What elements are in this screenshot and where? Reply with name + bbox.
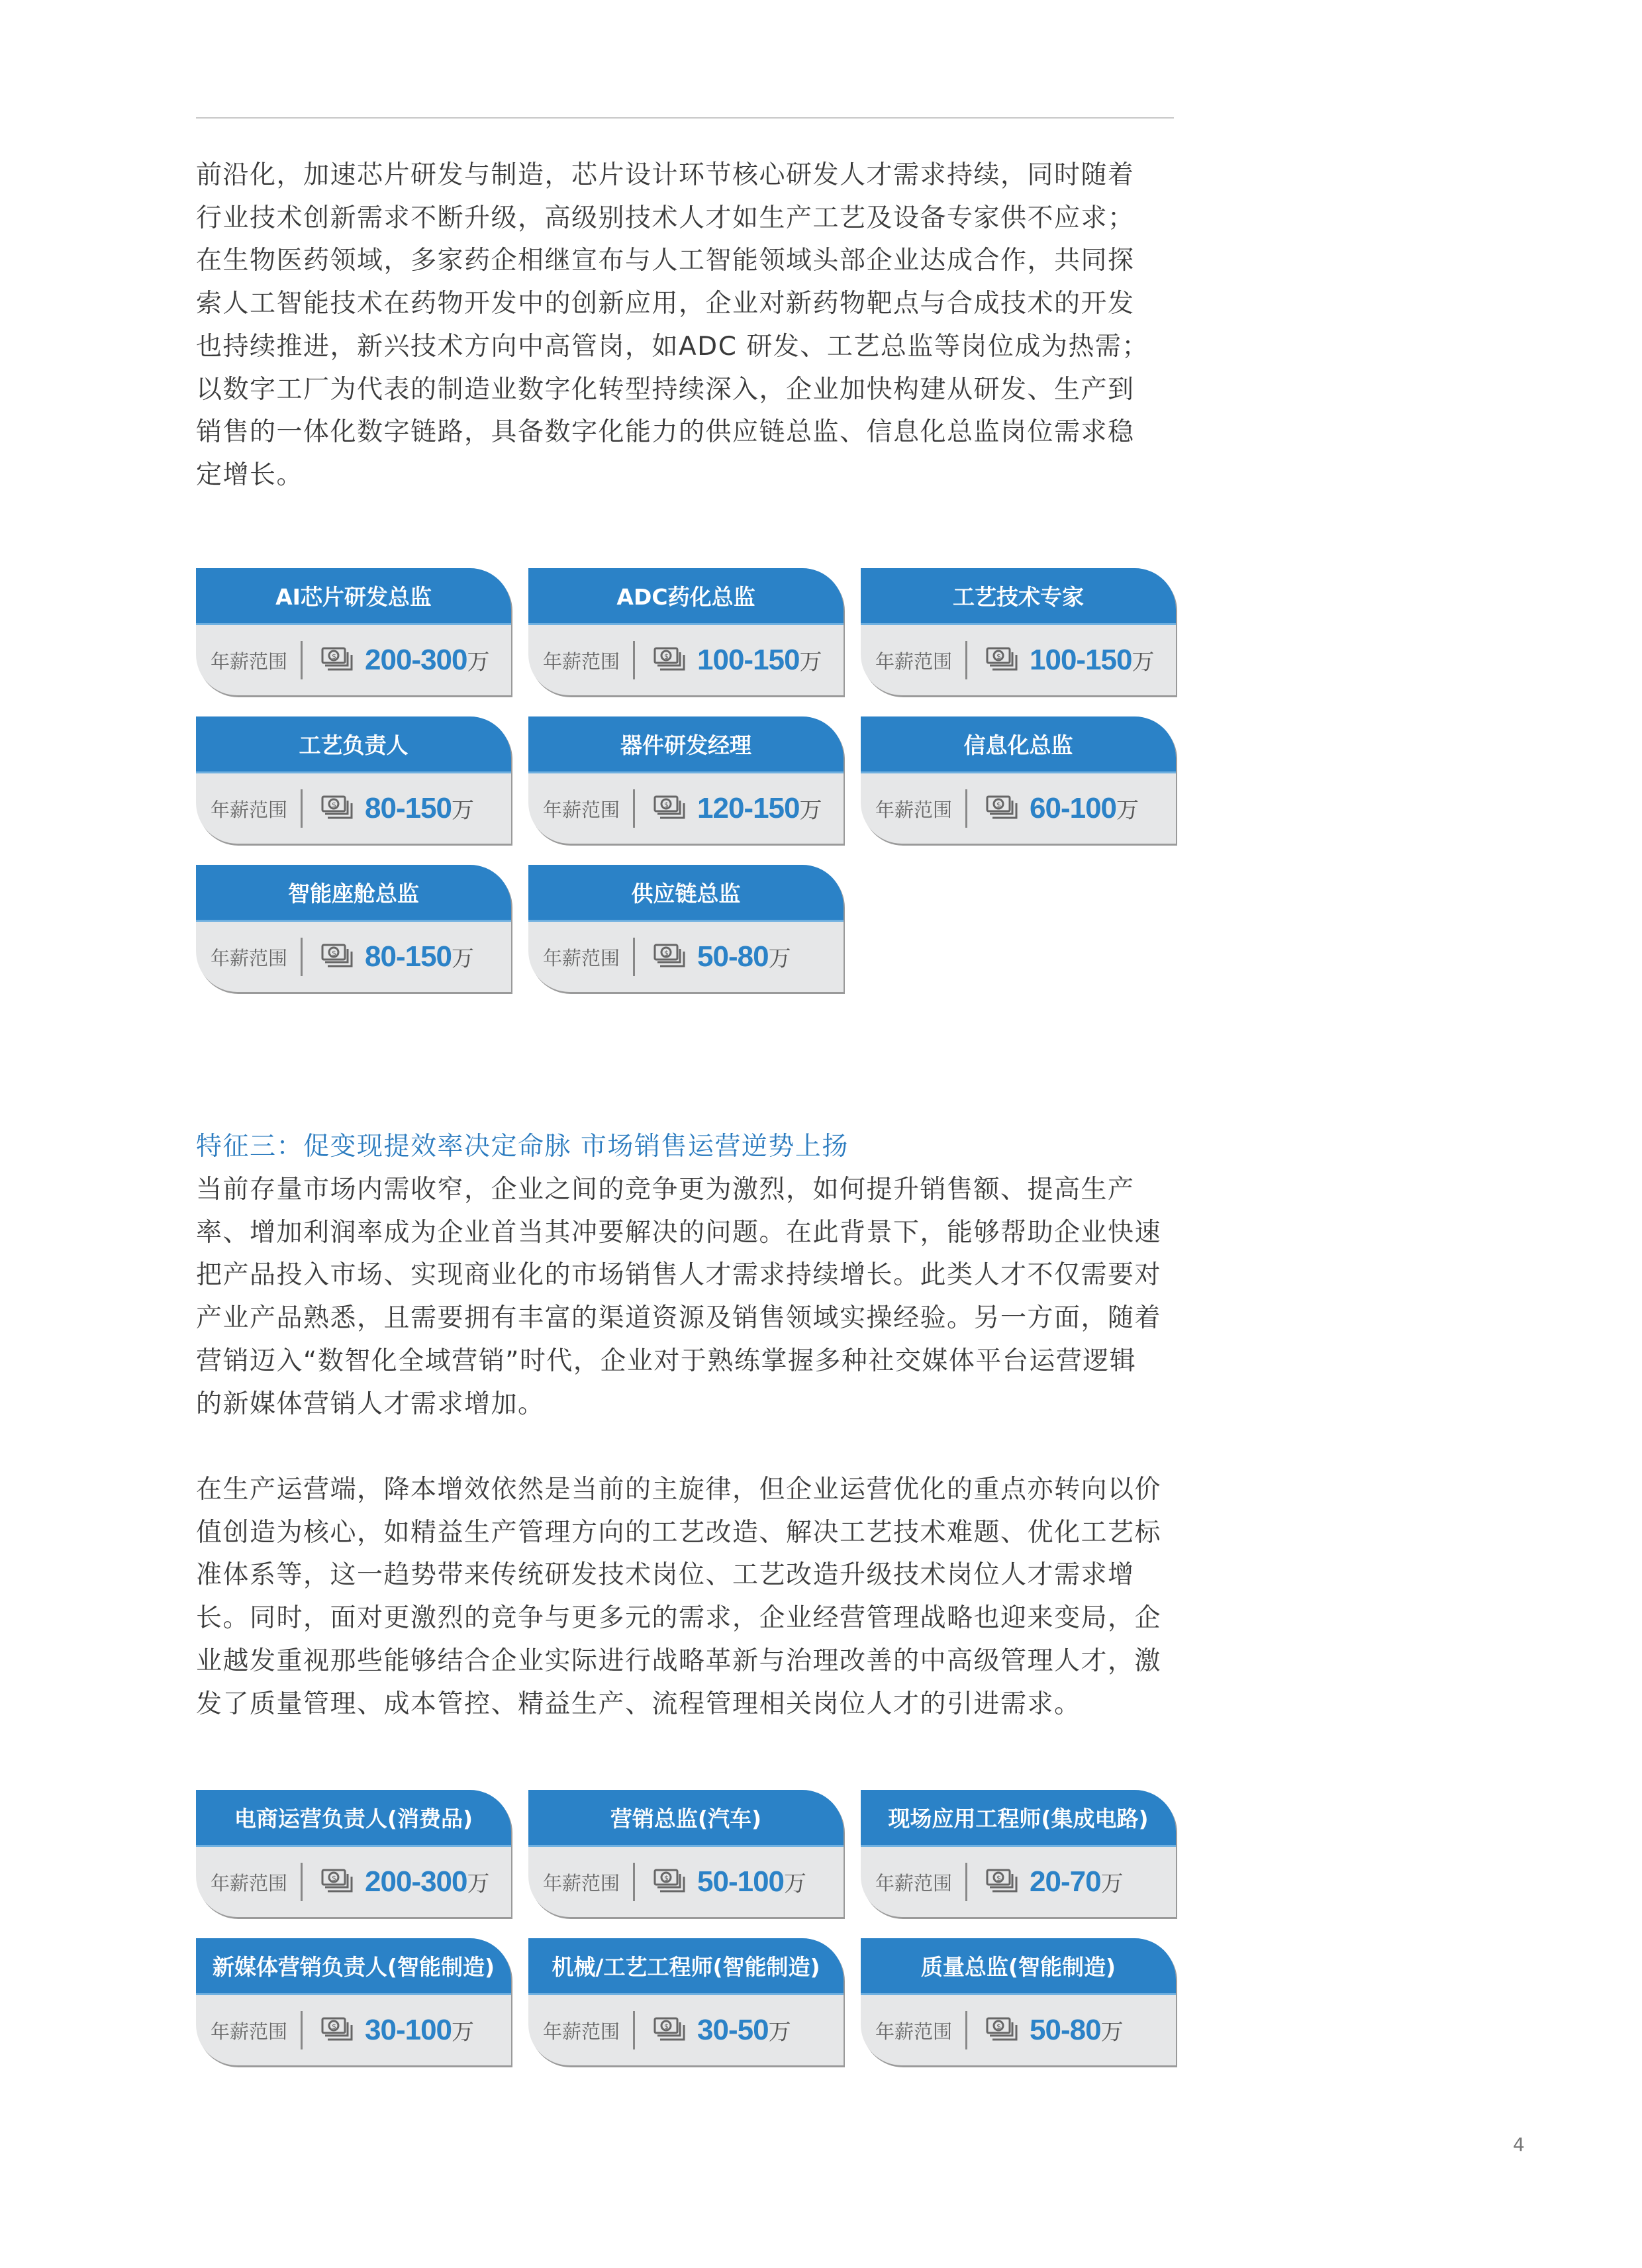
card-title: 新媒体营销负责人(智能制造): [196, 1938, 511, 1995]
text-line: 营销迈入“数智化全域营销”时代，企业对于熟练掌握多种社交媒体平台运营逻辑: [196, 1346, 1137, 1376]
salary-card: [196, 1790, 511, 1917]
salary-label: 年薪范围: [875, 2011, 967, 2049]
salary-label: 年薪范围: [211, 641, 303, 679]
header-rule: [196, 117, 1174, 119]
svg-text:$: $: [332, 949, 337, 958]
salary-card: [861, 1938, 1176, 2065]
paragraph-1: [196, 154, 1149, 497]
salary-label: 年薪范围: [543, 938, 635, 976]
salary-label: 年薪范围: [211, 789, 303, 828]
text-line: 把产品投入市场、实现商业化的市场销售人才需求持续增长。此类人才不仅需要对: [196, 1260, 1162, 1291]
svg-text:$: $: [332, 801, 337, 809]
salary-label: 年薪范围: [543, 641, 635, 679]
card-title: 器件研发经理: [528, 716, 844, 773]
text-line: 业越发重视那些能够结合企业实际进行战略革新与治理改善的中高级管理人才，激: [196, 1646, 1162, 1676]
card-title: 工艺技术专家: [861, 568, 1176, 625]
salary-range: 120-150万: [697, 792, 822, 824]
card-title: ADC药化总监: [528, 568, 844, 625]
salary-range: 50-80万: [697, 940, 791, 973]
svg-text:$: $: [332, 652, 337, 661]
text-line: 准体系等，这一趋势带来传统研发技术岗位、工艺改造升级技术岗位人才需求增: [196, 1560, 1135, 1591]
salary-range: 100-150万: [1030, 644, 1154, 676]
card-title: 智能座舱总监: [196, 865, 511, 922]
salary-range: 100-150万: [697, 644, 822, 676]
svg-text:$: $: [996, 652, 1002, 661]
text-line: 率、增加利润率成为企业首当其冲要解决的问题。在此背景下，能够帮助企业快速: [196, 1217, 1162, 1248]
card-title: 质量总监(智能制造): [861, 1938, 1176, 1995]
text-line: 在生物医药领域，多家药企相继宣布与人工智能领域头部企业达成合作，共同探: [196, 246, 1135, 276]
salary-label: 年薪范围: [875, 789, 967, 828]
salary-label: 年薪范围: [543, 1863, 635, 1901]
svg-text:$: $: [332, 2022, 337, 2031]
card-title: AI芯片研发总监: [196, 568, 511, 625]
card-title: 现场应用工程师(集成电路): [861, 1790, 1176, 1847]
card-title: 供应链总监: [528, 865, 844, 922]
card-title: 工艺负责人: [196, 716, 511, 773]
money-icon: [320, 1867, 356, 1897]
salary-card: [196, 865, 511, 992]
text-line: 值创造为核心，如精益生产管理方向的工艺改造、解决工艺技术难题、优化工艺标: [196, 1517, 1162, 1548]
salary-label: 年薪范围: [211, 1863, 303, 1901]
salary-range: 200-300万: [365, 1865, 489, 1898]
text-line: 当前存量市场内需收窄，企业之间的竞争更为激烈，如何提升销售额、提高生产: [196, 1175, 1135, 1205]
salary-range: 60-100万: [1030, 792, 1139, 824]
salary-card: [861, 1790, 1176, 1917]
money-icon: [320, 646, 356, 675]
text-line: 定增长。: [196, 460, 304, 490]
money-icon: [985, 1867, 1020, 1897]
paragraph-2: [196, 1169, 1189, 1426]
salary-label: 年薪范围: [543, 2011, 635, 2049]
salary-range: 50-100万: [697, 1865, 806, 1898]
salary-label: 年薪范围: [211, 938, 303, 976]
text-line: 行业技术创新需求不断升级，高级别技术人才如生产工艺及设备专家供不应求；: [196, 203, 1135, 233]
salary-card: [528, 1938, 844, 2065]
text-line: 销售的一体化数字链路，具备数字化能力的供应链总监、信息化总监岗位需求稳: [196, 417, 1135, 448]
salary-range: 50-80万: [1030, 2014, 1123, 2046]
svg-text:$: $: [996, 801, 1002, 809]
money-icon: [652, 2016, 688, 2045]
svg-text:$: $: [664, 1874, 669, 1883]
salary-card: [528, 716, 844, 844]
paragraph-3: [196, 1469, 1189, 1726]
section-heading: 特征三：促变现提效率决定命脉 市场销售运营逆势上扬: [196, 1132, 849, 1161]
salary-card: [528, 865, 844, 992]
money-icon: [985, 646, 1020, 675]
text-line: 索人工智能技术在药物开发中的创新应用，企业对新药物靶点与合成技术的开发: [196, 289, 1135, 319]
text-line: 也持续推进，新兴技术方向中高管岗，如ADC 研发、工艺总监等岗位成为热需；: [196, 331, 1149, 362]
svg-text:$: $: [996, 1874, 1002, 1883]
money-icon: [652, 1867, 688, 1897]
salary-card: [196, 1938, 511, 2065]
money-icon: [652, 942, 688, 971]
svg-text:$: $: [332, 1874, 337, 1883]
salary-card: [861, 568, 1176, 695]
text-line: 以数字工厂为代表的制造业数字化转型持续深入，企业加快构建从研发、生产到: [196, 374, 1135, 405]
svg-text:$: $: [664, 949, 669, 958]
salary-card: [528, 568, 844, 695]
salary-range: 200-300万: [365, 644, 489, 676]
salary-card: [196, 568, 511, 695]
money-icon: [320, 942, 356, 971]
salary-card: [861, 716, 1176, 844]
salary-card: [528, 1790, 844, 1917]
salary-label: 年薪范围: [543, 789, 635, 828]
salary-label: 年薪范围: [211, 2011, 303, 2049]
money-icon: [320, 2016, 356, 2045]
card-title: 电商运营负责人(消费品): [196, 1790, 511, 1847]
salary-range: 80-150万: [365, 792, 474, 824]
svg-text:$: $: [664, 652, 669, 661]
text-line: 产业产品熟悉，且需要拥有丰富的渠道资源及销售领域实操经验。另一方面，随着: [196, 1303, 1162, 1334]
salary-label: 年薪范围: [875, 641, 967, 679]
money-icon: [652, 794, 688, 823]
card-title: 营销总监(汽车): [528, 1790, 844, 1847]
salary-range: 20-70万: [1030, 1865, 1123, 1898]
text-line: 前沿化，加速芯片研发与制造，芯片设计环节核心研发人才需求持续，同时随着: [196, 160, 1135, 190]
text-line: 长。同时，面对更激烈的竞争与更多元的需求，企业经营管理战略也迎来变局，企: [196, 1603, 1162, 1634]
card-title: 信息化总监: [861, 716, 1176, 773]
salary-card: [196, 716, 511, 844]
svg-text:$: $: [664, 2022, 669, 2031]
card-title: 机械/工艺工程师(智能制造): [528, 1938, 844, 1995]
svg-text:$: $: [664, 801, 669, 809]
salary-range: 80-150万: [365, 940, 474, 973]
money-icon: [985, 794, 1020, 823]
money-icon: [652, 646, 688, 675]
money-icon: [985, 2016, 1020, 2045]
salary-range: 30-100万: [365, 2014, 474, 2046]
salary-label: 年薪范围: [875, 1863, 967, 1901]
page-number: 4: [1513, 2134, 1525, 2155]
text-line: 发了质量管理、成本管控、精益生产、流程管理相关岗位人才的引进需求。: [196, 1689, 1081, 1719]
text-line: 的新媒体营销人才需求增加。: [196, 1389, 545, 1419]
money-icon: [320, 794, 356, 823]
svg-text:$: $: [996, 2022, 1002, 2031]
salary-range: 30-50万: [697, 2014, 791, 2046]
text-line: 在生产运营端，降本增效依然是当前的主旋律，但企业运营优化的重点亦转向以价: [196, 1475, 1162, 1504]
